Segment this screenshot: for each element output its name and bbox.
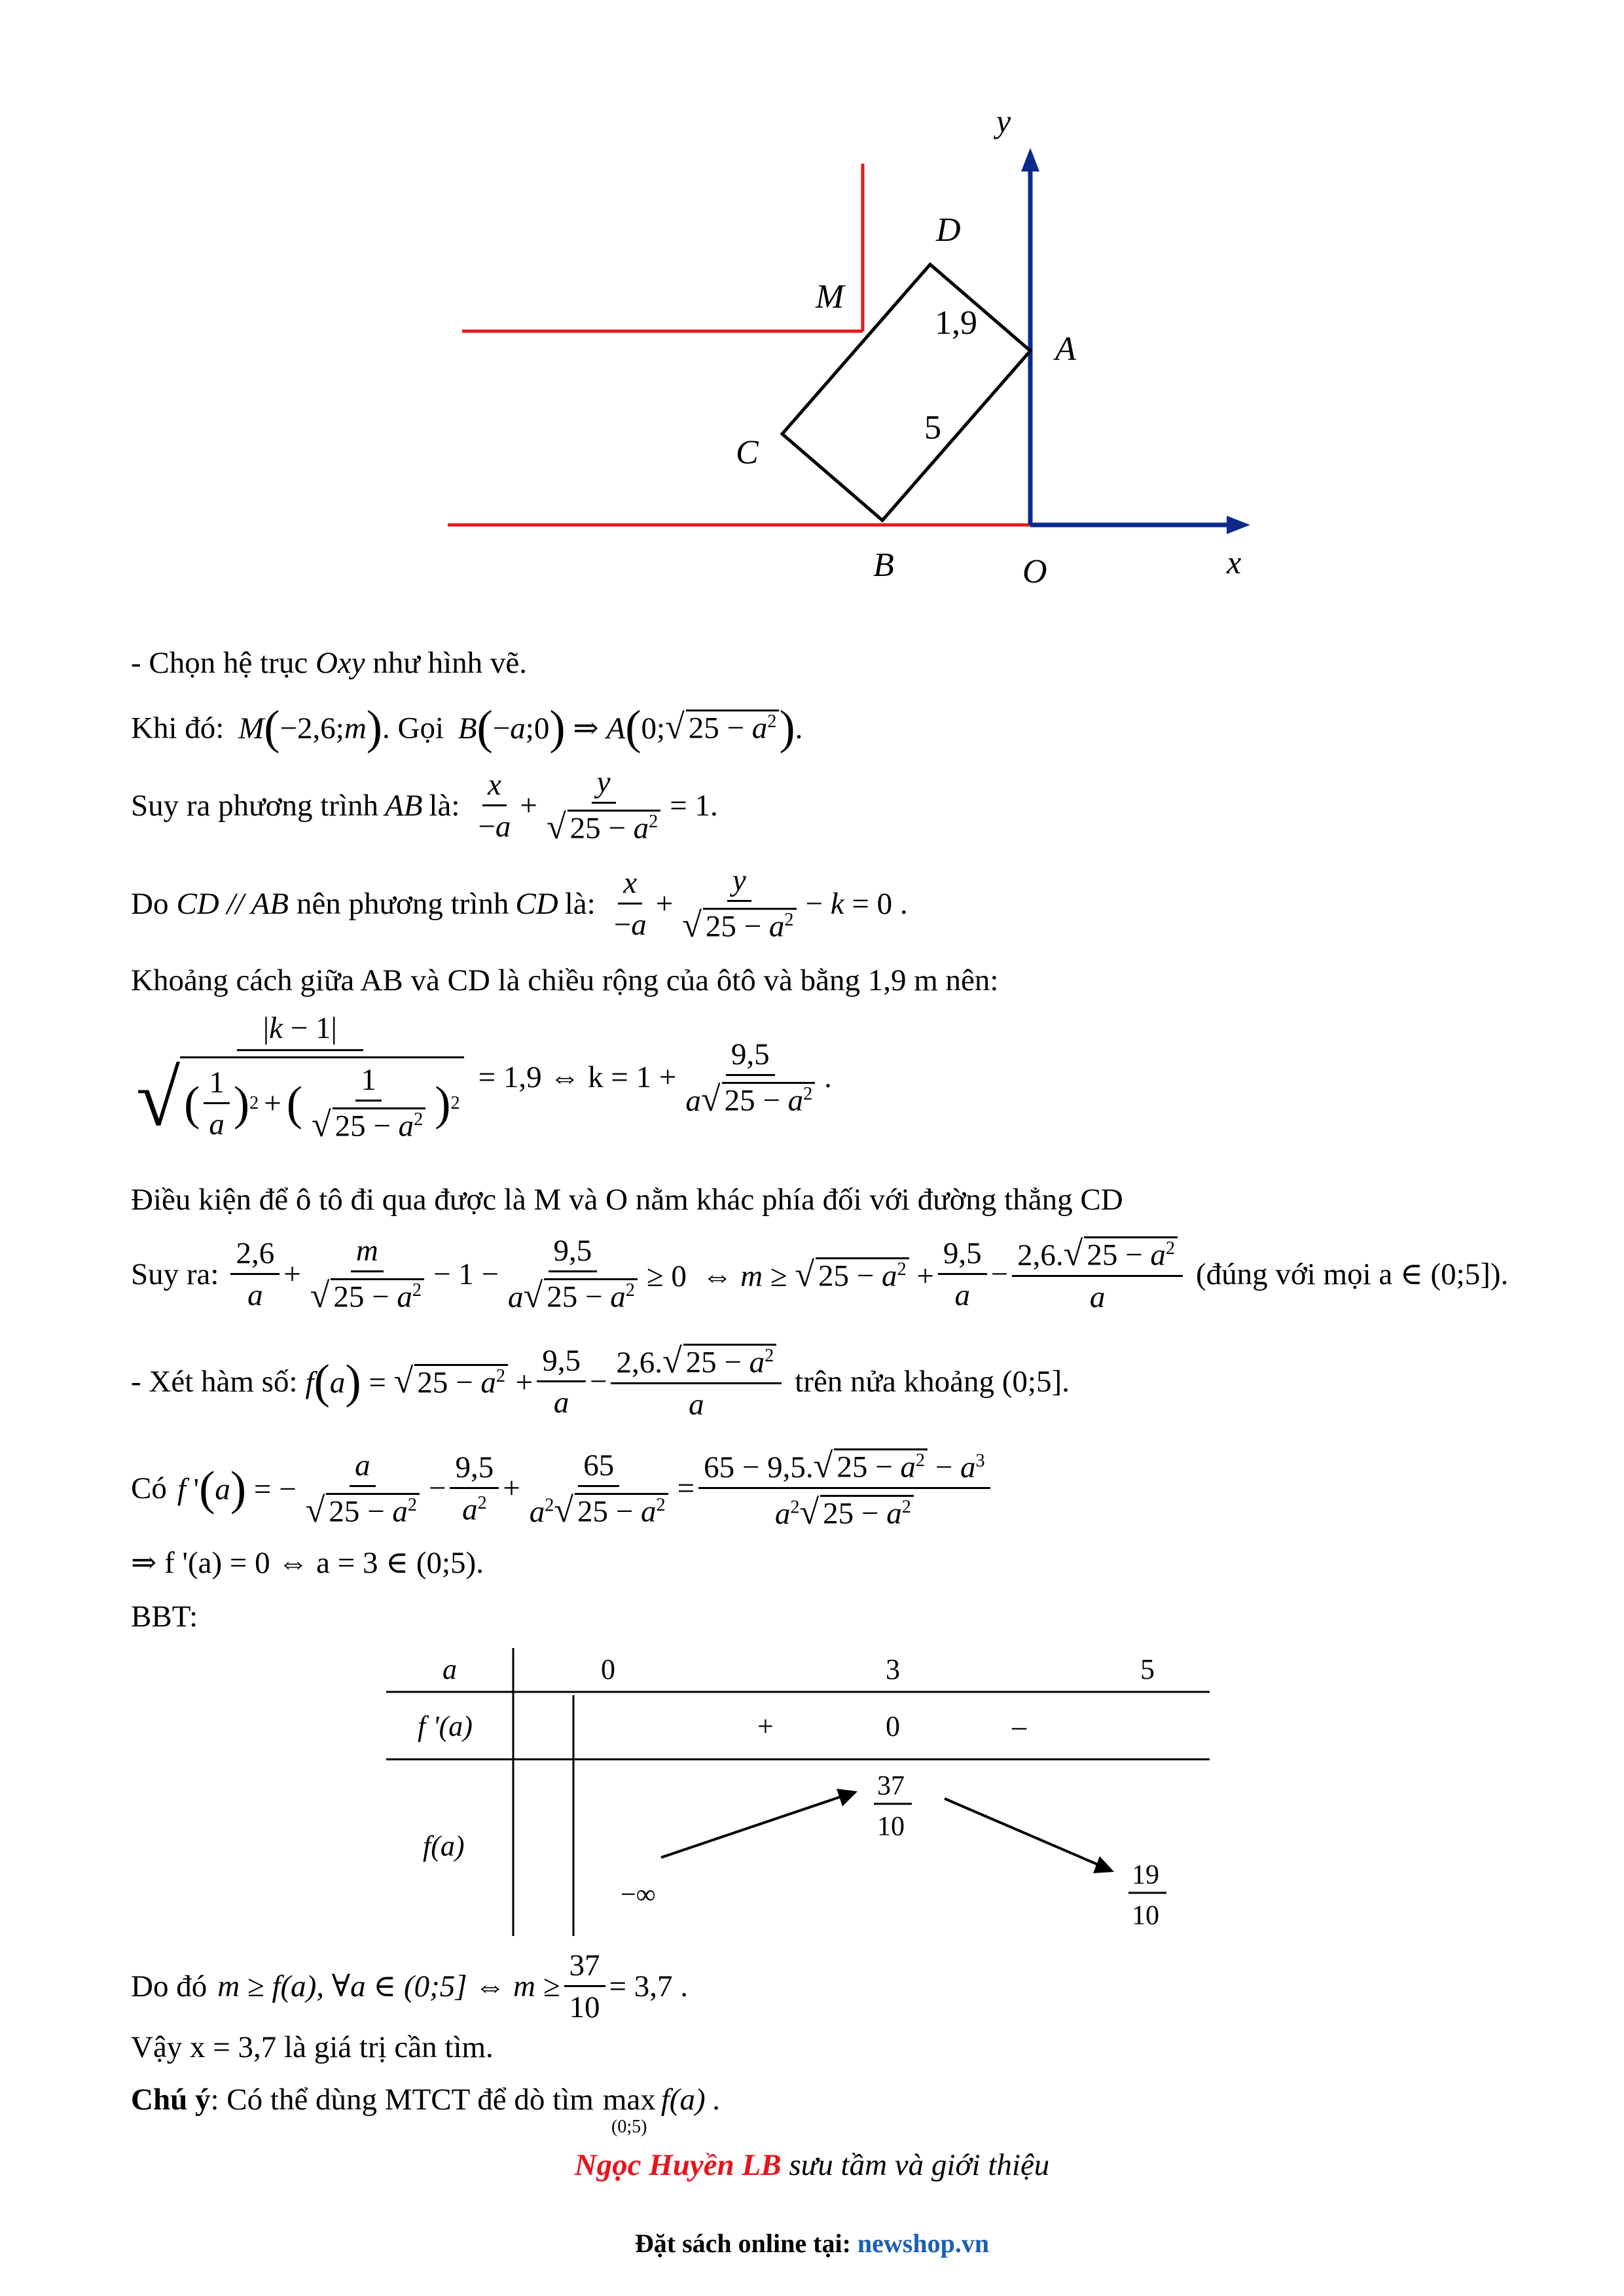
y-axis-label: y: [996, 103, 1011, 139]
bbt-label-f: f(a): [423, 1830, 465, 1862]
text-segment: Suy ra phương trình: [131, 788, 378, 823]
bbt-f-max-denominator: 10: [877, 1812, 905, 1842]
text-max: max: [602, 2083, 656, 2117]
text-segment: là:: [564, 886, 596, 921]
bbt-a-3: 3: [886, 1653, 900, 1685]
footer-credit: [0, 2150, 1624, 2181]
line-answer: Vậy x = 3,7 là giá trị cần tìm.: [131, 2030, 494, 2064]
line-derivative: Có f '(a) = − $\frac{a}{√ 25 - a^2}$ − $\frac{9,5}{a^2}$ + $\frac{65}{a^2√ 25 - a^2}$ = $\frac{65 - 9,5.√ 25 - a^2 - a^3}{a^2√ 25 - a^2}$: [131, 1448, 994, 1530]
bbt-a-5: 5: [1140, 1653, 1155, 1685]
text-segment: nên phương trình: [296, 886, 509, 921]
line-equation-cd: Do CD // AB nên phương trình CD là: $\frac{x}{-a}$ + $\frac{y}{√ 25 - a^2}$ − k = 0 .: [131, 863, 908, 944]
increasing-arrow-head-icon: [837, 1789, 857, 1806]
text-segment: = 1,9 ⇔ k = 1 +: [478, 1060, 677, 1095]
line-distance-formula: |k − 1| √ ( $\frac{1}{a}$ ) 2 + ( $\frac{1}{√ 25 - a^2}$ ) 2 = 1,9 ⇔ k = 1 + $\frac{9,5}{a√ 25 - a^2}$ .: [136, 1011, 832, 1144]
bbt-f-max-numerator: 37: [877, 1771, 905, 1801]
shop-link[interactable]: newshop.vn: [857, 2229, 990, 2258]
bbt-label-a: a: [442, 1653, 457, 1685]
text-segment: = 3,7 .: [609, 1969, 689, 2003]
line-condition: Điều kiện để ô tô đi qua được là M và O nằm khác phía đối với đường thẳng CD: [131, 1183, 1123, 1217]
line-bbt-label: BBT:: [131, 1600, 198, 1634]
text-max-subscript: (0;5): [611, 2117, 647, 2137]
text-segment: Suy ra:: [131, 1257, 219, 1291]
footer-order: [0, 2231, 1624, 2257]
bbt-f-end-denominator: 10: [1132, 1901, 1159, 1931]
text-segment: Có: [131, 1471, 167, 1506]
text-segment: Do: [131, 886, 169, 921]
bbt-f-end-numerator: 19: [1132, 1860, 1159, 1890]
text-parallel: CD // AB: [176, 886, 289, 921]
text-segment: f(a) .: [660, 2083, 721, 2117]
text-segment: m ≥ f(a), ∀a ∈ (0;5] ⇔ m ≥: [217, 1969, 560, 2003]
line-note: [131, 2085, 721, 2136]
width-label: 1,9: [935, 304, 977, 342]
note-label: Chú ý: [131, 2083, 211, 2117]
author-name: Ngọc Huyền LB: [574, 2148, 782, 2182]
text-segment: Do đó: [131, 1969, 208, 2003]
line-inequality: Suy ra: $\frac{2,6}{a}$ + $\frac{m}{√ 25 - a^2}$ − 1 − $\frac{9,5}{a√ 25 - a^2}$ ≥ 0 ⇔ m ≥ √ $25 - a^2$ + $\frac{9,5}{a}$ − $\frac{2,6.√ 25 - a^2}{a}$ (đúng với mọi a ∈ (0;5]).: [131, 1234, 1509, 1315]
text-segment: . Gọi: [382, 711, 444, 745]
bbt-fprime-zero: 0: [886, 1710, 900, 1742]
bbt-label-fprime: f '(a): [418, 1710, 473, 1742]
text-segment: trên nửa khoảng (0;5].: [795, 1364, 1070, 1399]
decreasing-arrow: [945, 1799, 1100, 1865]
text-segment: - Chọn hệ trục: [131, 646, 308, 680]
bbt-fprime-minus: –: [1012, 1710, 1026, 1742]
bbt-f-neg-infinity: −∞: [621, 1880, 656, 1910]
bbt-a-0: 0: [601, 1653, 615, 1685]
point-label-B: B: [873, 547, 894, 584]
line-function-definition: - Xét hàm số: f(a) = √ $25 - a^2$ + $\frac{9,5}{a}$ − $\frac{2,6.√ 25 - a^2}{a}$ trên nửa khoảng (0;5].: [131, 1341, 1070, 1422]
line-points-definition: Khi đó: M(−2,6;m). Gọi B(−a;0) ⇒ A(0;√ $25 - a^2$).: [131, 700, 803, 753]
text-segment: như hình vẽ.: [372, 646, 528, 680]
text-segment: Khi đó:: [131, 711, 225, 745]
point-label-A: A: [1055, 331, 1076, 368]
text-oxy: Oxy: [315, 646, 365, 680]
line-critical-point: ⇒ f '(a) = 0 ⇔ a = 3 ∈ (0;5).: [131, 1546, 484, 1580]
text-ab: AB: [385, 788, 423, 823]
point-label-O: O: [1022, 553, 1047, 590]
point-label-C: C: [736, 434, 759, 471]
text-segment: - Xét hàm số:: [131, 1364, 298, 1399]
point-label-D: D: [936, 211, 961, 249]
x-axis-label: x: [1227, 544, 1242, 581]
increasing-arrow: [661, 1797, 841, 1857]
text-segment: là:: [429, 788, 460, 823]
text-segment: : Có thể dùng MTCT để dò tìm: [210, 2083, 594, 2117]
bbt-fprime-plus: +: [757, 1710, 774, 1742]
credit-text: sưu tầm và giới thiệu: [789, 2148, 1050, 2182]
text-cd: CD: [515, 886, 558, 921]
text-segment: (đúng với mọi a ∈ (0;5]).: [1195, 1257, 1509, 1291]
point-label-M: M: [816, 278, 844, 315]
order-text: Đặt sách online tại:: [634, 2229, 851, 2258]
line-distance-statement: Khoảng cách giữa AB và CD là chiều rộng của ôtô và bằng 1,9 m nên:: [131, 963, 999, 997]
line-equation-ab: Suy ra phương trình AB là: $\frac{x}{-a}$ + $\frac{y}{√ 25 - a^2}$ = 1.: [131, 765, 718, 846]
length-label: 5: [924, 409, 941, 446]
line-conclusion-inequality: Do đó m ≥ f(a), ∀a ∈ (0;5] ⇔ m ≥ $\frac{37}{10}$ = 3,7 .: [131, 1948, 689, 2024]
